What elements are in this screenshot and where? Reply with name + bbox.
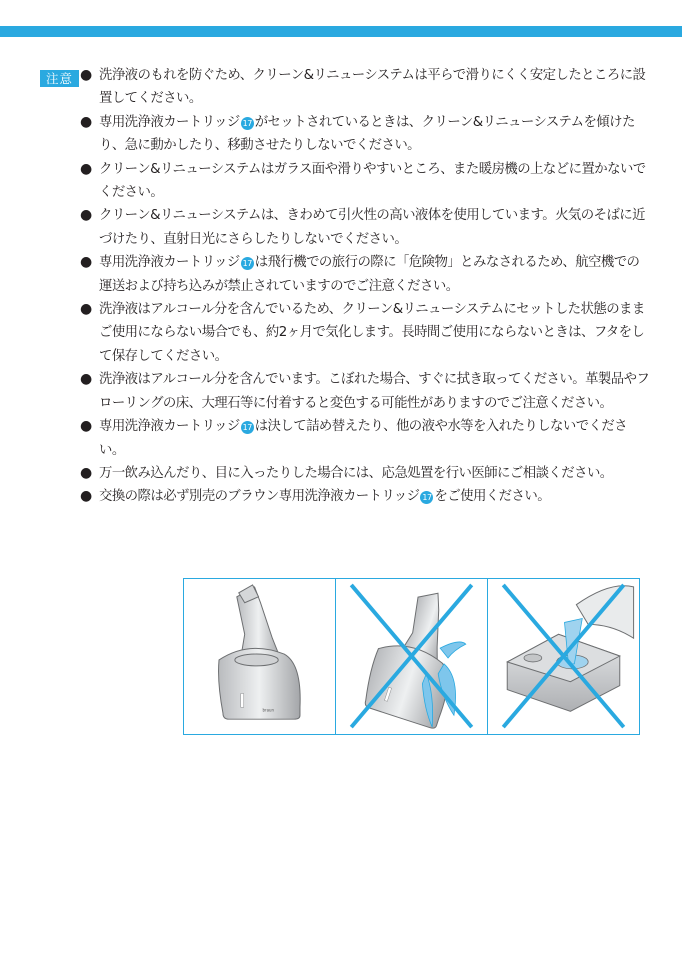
illustration-station-tilted-prohibited [335, 579, 487, 734]
caution-note [80, 368, 650, 415]
cartridge-ref-badge: 17 [242, 423, 252, 433]
note-text: 専用洗浄液カートリッジ [99, 255, 240, 271]
caution-note [80, 111, 650, 158]
note-text: がセットされているときは、クリーン&リニューシステムを傾けたり、急に動かしたり、移動させたりしないでください。 [99, 114, 635, 154]
cartridge-refill-icon [488, 579, 639, 734]
note-text: は決して詰め替えたり、他の液や水等を入れたりしないでください。 [99, 419, 628, 458]
bullet-icon: ● [80, 67, 92, 83]
note-text: 専用洗浄液カートリッジ [99, 419, 240, 435]
bullet-icon: ● [80, 488, 92, 505]
bullet-icon: ● [80, 113, 92, 130]
note-text: 専用洗浄液カートリッジ [99, 114, 240, 130]
note-text: をご使用ください。 [434, 489, 551, 505]
note-text: 交換の際は必ず別売のブラウン専用洗浄液カートリッジ [99, 489, 420, 505]
illustration-row [183, 578, 640, 735]
note-text: 洗浄液はアルコール分を含んでいます。こぼれた場合、すぐに拭き取ってください。革製品やフローリングの床、大理石等に付着すると変色する可能性がありますのでご注意ください。 [99, 372, 650, 411]
note-text: 万一飲み込んだり、目に入ったりした場合には、応急処置を行い医師にご相談ください。 [99, 465, 613, 481]
bullet-icon: ● [80, 254, 92, 271]
note-text: クリーン&リニューシステムはガラス面や滑りやすいところ、また暖房機の上などに置かないでください。 [99, 161, 646, 201]
bullet-icon: ● [80, 371, 92, 388]
header-accent-bar [0, 26, 682, 37]
caution-note [80, 462, 650, 485]
station-upright-icon [184, 579, 335, 734]
station-tilted-icon [336, 579, 487, 734]
cartridge-ref-badge: 17 [422, 493, 432, 503]
caution-note [80, 298, 650, 368]
caution-note [80, 485, 650, 508]
bullet-icon: ● [80, 207, 92, 224]
note-text: 洗浄液はアルコール分を含んでいるため、クリーン&リニューシステムにセットした状態のままご使用にならない場合でも、約2ヶ月で気化します。長時間ご使用にならないときは、フタをして保存してください。 [99, 302, 645, 364]
bullet-icon: ● [80, 418, 92, 435]
caution-note [80, 251, 650, 298]
note-text: 洗浄液のもれを防ぐため、クリーン&リニューシステムは平らで滑りにくく安定したところに設置してください。 [99, 68, 646, 107]
cartridge-ref-badge: 17 [242, 259, 252, 269]
illustration-station-upright [184, 579, 335, 734]
cartridge-ref-badge: 17 [242, 118, 252, 128]
note-text: は飛行機での旅行の際に「危険物」とみなされるため、航空機での運送および持ち込みが禁止されていますのでご注意ください。 [99, 255, 640, 294]
caution-note [80, 158, 650, 205]
bullet-icon: ● [80, 301, 92, 318]
caution-label: 注意 [40, 70, 79, 87]
caution-notes-list [80, 64, 650, 509]
caution-note [80, 64, 650, 111]
bullet-icon: ● [80, 464, 92, 481]
illustration-refill-prohibited [487, 579, 639, 734]
note-text: クリーン&リニューシステムは、きわめて引火性の高い液体を使用しています。火気のそばに近づけたり、直射日光にさらしたりしないでください。 [99, 208, 645, 247]
caution-note [80, 204, 650, 251]
caution-note [80, 415, 650, 462]
brand-mark: braun [262, 707, 274, 713]
bullet-icon: ● [80, 160, 92, 177]
